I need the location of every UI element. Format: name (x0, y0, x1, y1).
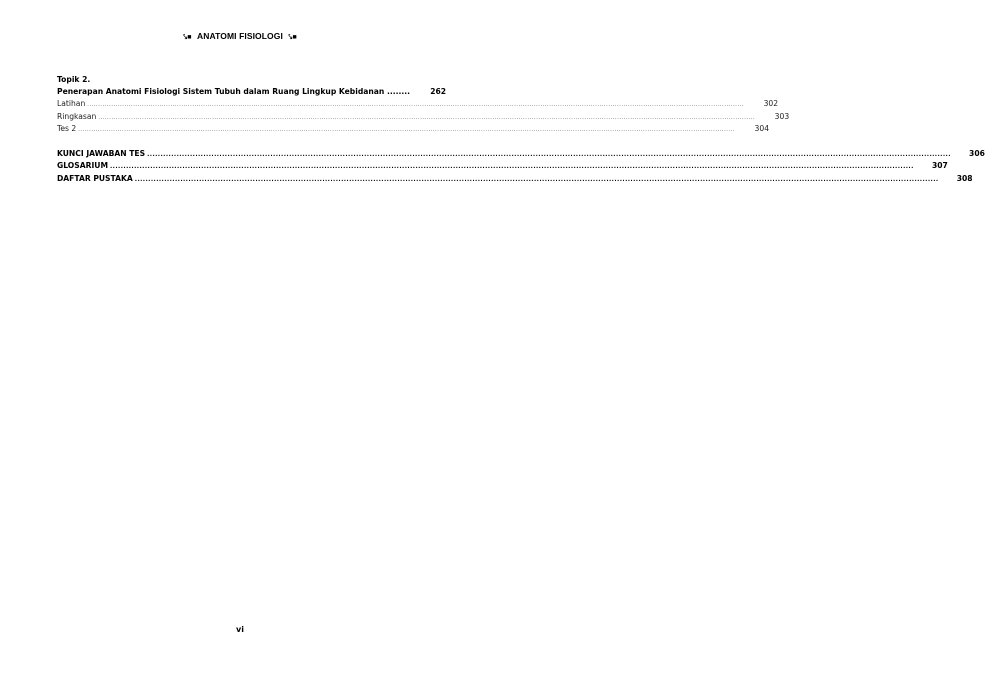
toc-entry-page: 302 (763, 99, 779, 109)
toc-leader-dots: ............................................................................................................................................................................................................................................................................................................ (87, 102, 745, 109)
toc-leader-dots: ............................................................................................................................................................................................................................................................................................................ (147, 151, 951, 159)
page-number: vi (236, 625, 244, 634)
table-of-contents (57, 74, 985, 185)
header-ornament-left-icon: ⤥■ (183, 34, 192, 41)
toc-entry-label: KUNCI JAWABAN TES (57, 149, 146, 159)
toc-entry-tes-2[interactable] (57, 123, 770, 135)
running-header (0, 31, 480, 42)
toc-entry-label: GLOSARIUM (57, 161, 108, 171)
header-ornament-right-icon: ⤥■ (288, 34, 297, 41)
toc-entry-daftar-pustaka[interactable] (57, 173, 973, 185)
toc-entry-glosarium[interactable] (57, 160, 948, 172)
toc-entry-label: Ringkasan (57, 111, 97, 121)
toc-entry-page: 304 (754, 123, 770, 133)
toc-entry-label: DAFTAR PUSTAKA (57, 173, 133, 183)
toc-entry-kunci-jawaban[interactable] (57, 148, 985, 160)
toc-leader-dots: ............................................................................................................................................................................................................................................................................................................ (134, 175, 939, 183)
toc-entry-page: 306 (969, 149, 985, 159)
toc-entry-page: 307 (931, 161, 948, 171)
toc-entry-label: Tes 2 (57, 123, 77, 133)
toc-entry-page: 262 (430, 87, 447, 96)
toc-entry-label: Latihan (57, 99, 86, 109)
toc-entry-topic[interactable] (57, 86, 447, 98)
toc-entry-label: Penerapan Anatomi Fisiologi Sistem Tubuh dalam Ruang Lingkup Kebidanan ........ (57, 87, 411, 96)
toc-spacer (57, 135, 420, 148)
toc-leader-dots: ............................................................................................................................................................................................................................................................................................................ (98, 114, 756, 121)
toc-entry-page: 308 (956, 173, 973, 183)
header-title: ANATOMI FISIOLOGI (197, 31, 283, 41)
toc-leader-dots: ............................................................................................................................................................................................................................................................................................................ (78, 126, 736, 133)
toc-leader-dots: ............................................................................................................................................................................................................................................................................................................ (110, 163, 914, 171)
toc-entry-latihan[interactable] (57, 98, 779, 110)
toc-entry-page: 303 (774, 111, 790, 121)
toc-topic-heading: Topik 2. (57, 75, 91, 84)
toc-entry-ringkasan[interactable] (57, 111, 790, 123)
